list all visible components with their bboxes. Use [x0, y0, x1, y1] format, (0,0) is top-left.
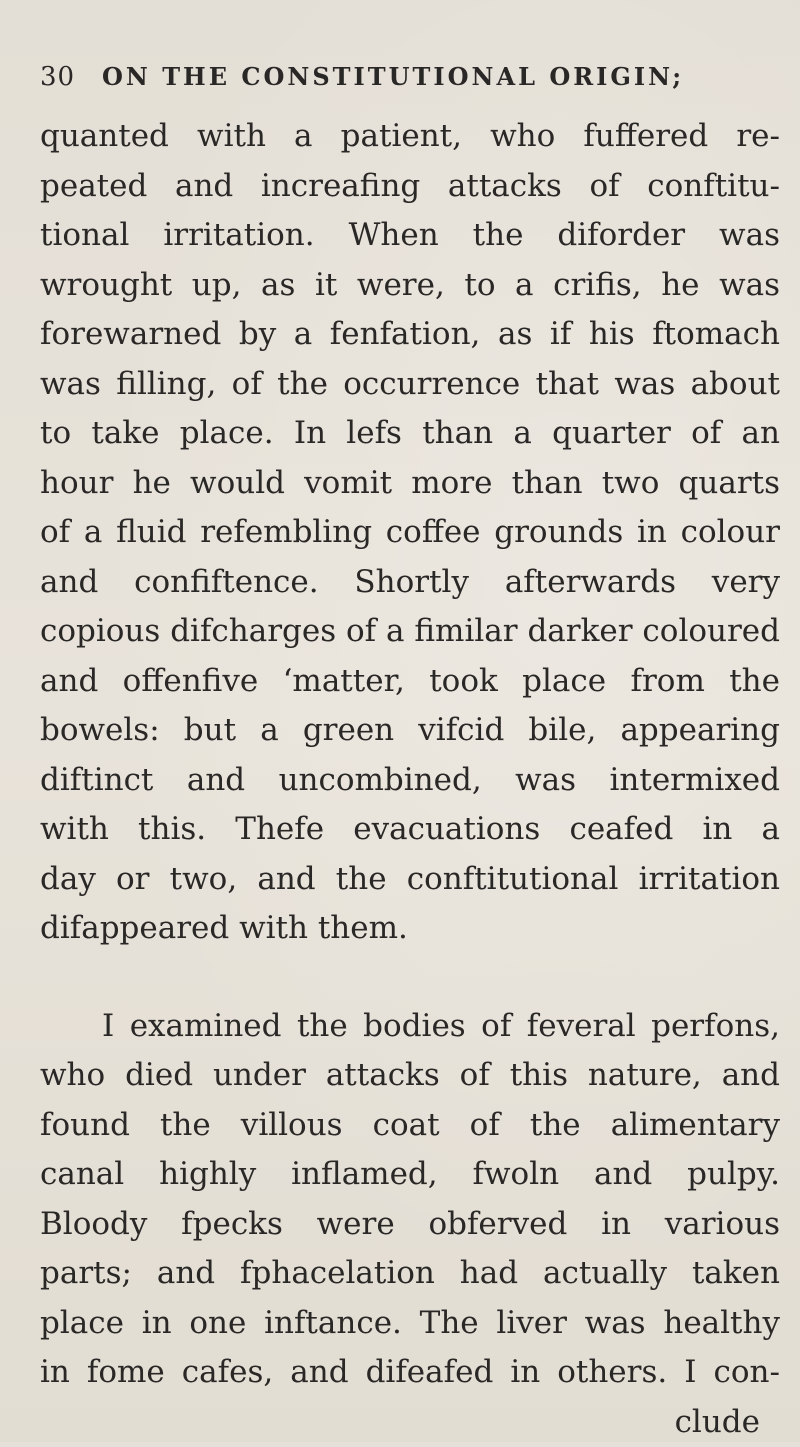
text-line: who died under attacks of this nature, and	[40, 1051, 780, 1101]
text-line: to take place. In lefs than a quarter of an	[40, 409, 780, 459]
text-line: and offenfive ‘matter, took place from the	[40, 657, 780, 707]
body-text	[40, 112, 780, 1447]
text-line: bowels: but a green vifcid bile, appearing	[40, 706, 780, 756]
text-line: was filling, of the occurrence that was about	[40, 360, 780, 410]
text-line: parts; and fphacelation had actually taken	[40, 1249, 780, 1299]
text-line: and confiftence. Shortly afterwards very	[40, 558, 780, 608]
paragraph-1	[40, 112, 780, 954]
text-line: copious difcharges of a fimilar darker coloured	[40, 607, 780, 657]
text-line: forewarned by a fenfation, as if his ftomach	[40, 310, 780, 360]
text-line: canal highly inflamed, fwoln and pulpy.	[40, 1150, 780, 1200]
paragraph-gap	[40, 954, 780, 1002]
text-line: of a fluid refembling coffee grounds in colour	[40, 508, 780, 558]
text-line: in fome cafes, and difeafed in others. I con-	[40, 1348, 780, 1398]
page-number: 30	[40, 62, 75, 92]
text-line: difappeared with them.	[40, 904, 780, 954]
running-title: ON THE CONSTITUTIONAL ORIGIN;	[102, 62, 684, 91]
text-line: day or two, and the conftitutional irritation	[40, 855, 780, 905]
text-line: wrought up, as it were, to a crifis, he was	[40, 261, 780, 311]
running-head	[40, 62, 760, 102]
text-line: peated and increafing attacks of conftitu-	[40, 162, 780, 212]
text-line: with this. Thefe evacuations ceafed in a	[40, 805, 780, 855]
text-line: Bloody fpecks were obferved in various	[40, 1200, 780, 1250]
text-line: tional irritation. When the diforder was	[40, 211, 780, 261]
text-line: place in one inftance. The liver was healthy	[40, 1299, 780, 1349]
text-line: diftinct and uncombined, was intermixed	[40, 756, 780, 806]
text-line: hour he would vomit more than two quarts	[40, 459, 780, 509]
text-line: I examined the bodies of feveral perfons,	[40, 1002, 780, 1052]
text-line: found the villous coat of the alimentary	[40, 1101, 780, 1151]
paragraph-2	[40, 1002, 780, 1398]
catchword: clude	[40, 1398, 780, 1447]
text-line: quanted with a patient, who fuffered re-	[40, 112, 780, 162]
